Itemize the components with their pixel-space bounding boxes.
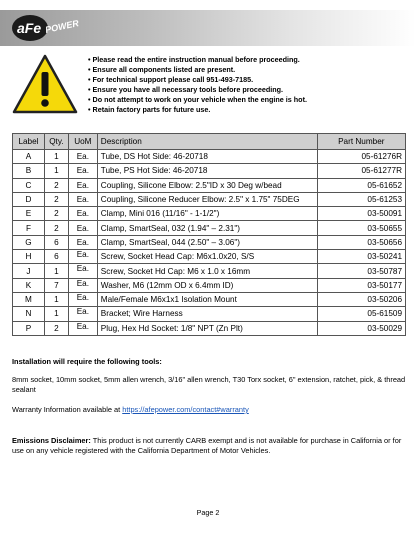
header-description: Description [97, 134, 317, 150]
cell-part-number: 03-50091 [317, 207, 405, 221]
warning-item: • Ensure you have all necessary tools before proceeding. [88, 85, 307, 95]
afe-power-logo [10, 13, 86, 43]
cell-qty: 1 [44, 307, 68, 321]
warning-item: • For technical support please call 951-493-7185. [88, 75, 307, 85]
cell-qty: 2 [44, 207, 68, 221]
cell-description: Coupling, Silicone Reducer Elbow: 2.5" x 1.75" 75DEG [97, 192, 317, 206]
cell-label: F [13, 221, 45, 235]
cell-description: Clamp, SmartSeal, 044 (2.50" – 3.06") [97, 235, 317, 249]
page-number: Page 2 [196, 508, 220, 517]
cell-uom: Ea. [68, 221, 97, 235]
cell-description: Male/Female M6x1x1 Isolation Mount [97, 292, 317, 306]
cell-label: P [13, 321, 45, 335]
cell-description: Coupling, Silicone Elbow: 2.5"ID x 30 Deg w/bead [97, 178, 317, 192]
cell-part-number: 03-50787 [317, 264, 405, 278]
cell-qty: 1 [44, 150, 68, 164]
cell-qty: 1 [44, 164, 68, 178]
cell-uom: Ea. [68, 250, 97, 264]
warning-icon [12, 54, 78, 114]
cell-description: Clamp, SmartSeal, 032 (1.94" – 2.31") [97, 221, 317, 235]
table-row [13, 235, 406, 249]
cell-qty: 1 [44, 264, 68, 278]
warning-item: • Retain factory parts for future use. [88, 105, 307, 115]
cell-uom: Ea. [68, 178, 97, 192]
parts-table [12, 133, 406, 336]
cell-label: E [13, 207, 45, 221]
cell-part-number: 05-61509 [317, 307, 405, 321]
cell-part-number: 05-61253 [317, 192, 405, 206]
cell-uom: Ea. [68, 292, 97, 306]
table-row [13, 192, 406, 206]
cell-description: Screw, Socket Hd Cap: M6 x 1.0 x 16mm [97, 264, 317, 278]
cell-description: Clamp, Mini 016 (11/16" - 1-1/2") [97, 207, 317, 221]
header-uom: UoM [68, 134, 97, 150]
tools-list: 8mm socket, 10mm socket, 5mm allen wrench, 3/16" allen wrench, T30 Torx socket, 6" extension, ratchet, pick, & thread sealant [12, 375, 406, 394]
table-row [13, 178, 406, 192]
cell-uom: Ea. [68, 192, 97, 206]
table-row [13, 292, 406, 306]
table-row [13, 278, 406, 292]
warranty-line [12, 405, 408, 415]
cell-uom: Ea. [68, 307, 97, 321]
cell-uom: Ea. [68, 207, 97, 221]
cell-label: D [13, 192, 45, 206]
table-row [13, 221, 406, 235]
table-header-row [13, 134, 406, 150]
emissions-label: Emissions Disclaimer: [12, 436, 91, 445]
header-part-number: Part Number [317, 134, 405, 150]
cell-label: A [13, 150, 45, 164]
cell-label: H [13, 250, 45, 264]
cell-part-number: 03-50029 [317, 321, 405, 335]
table-row [13, 307, 406, 321]
cell-label: C [13, 178, 45, 192]
cell-part-number: 03-50206 [317, 292, 405, 306]
table-row [13, 207, 406, 221]
cell-qty: 2 [44, 178, 68, 192]
cell-uom: Ea. [68, 164, 97, 178]
svg-text:aFe: aFe [17, 20, 42, 36]
cell-qty: 6 [44, 235, 68, 249]
cell-qty: 2 [44, 221, 68, 235]
table-row [13, 164, 406, 178]
svg-text:POWER: POWER [44, 18, 80, 35]
header-qty: Qty. [44, 134, 68, 150]
cell-description: Tube, PS Hot Side: 46-20718 [97, 164, 317, 178]
cell-qty: 1 [44, 292, 68, 306]
tools-heading: Installation will require the following tools: [12, 357, 162, 366]
cell-label: K [13, 278, 45, 292]
warning-item: • Please read the entire instruction manual before proceeding. [88, 55, 307, 65]
cell-description: Bracket; Wire Harness [97, 307, 317, 321]
warning-list [88, 55, 307, 116]
table-row [13, 150, 406, 164]
header-label: Label [13, 134, 45, 150]
cell-uom: Ea. [68, 264, 97, 278]
cell-part-number: 03-50241 [317, 250, 405, 264]
cell-label: G [13, 235, 45, 249]
warranty-link[interactable]: https://afepower.com/contact#warranty [122, 405, 249, 414]
cell-uom: Ea. [68, 278, 97, 292]
cell-part-number: 03-50656 [317, 235, 405, 249]
cell-label: B [13, 164, 45, 178]
emissions-text: This product is not currently CARB exempt and is not available for purchase in California or for use on any vehicle registered with the California Department of Motor Vehicles. [12, 436, 402, 455]
cell-qty: 2 [44, 321, 68, 335]
emissions-disclaimer [12, 436, 408, 456]
warning-item: • Ensure all components listed are present. [88, 65, 307, 75]
cell-part-number: 05-61277R [317, 164, 405, 178]
warning-item: • Do not attempt to work on your vehicle when the engine is hot. [88, 95, 307, 105]
cell-part-number: 03-50177 [317, 278, 405, 292]
cell-part-number: 03-50655 [317, 221, 405, 235]
warranty-prefix: Warranty Information available at [12, 405, 123, 414]
cell-description: Washer, M6 (12mm OD x 6.4mm ID) [97, 278, 317, 292]
table-row [13, 250, 406, 264]
cell-part-number: 05-61652 [317, 178, 405, 192]
cell-description: Tube, DS Hot Side: 46-20718 [97, 150, 317, 164]
cell-description: Plug, Hex Hd Socket: 1/8" NPT (Zn Plt) [97, 321, 317, 335]
cell-qty: 2 [44, 192, 68, 206]
cell-uom: Ea. [68, 321, 97, 335]
cell-label: N [13, 307, 45, 321]
cell-qty: 7 [44, 278, 68, 292]
cell-description: Screw, Socket Head Cap: M6x1.0x20, S/S [97, 250, 317, 264]
cell-label: J [13, 264, 45, 278]
table-row [13, 264, 406, 278]
cell-part-number: 05-61276R [317, 150, 405, 164]
cell-uom: Ea. [68, 150, 97, 164]
cell-qty: 6 [44, 250, 68, 264]
cell-uom: Ea. [68, 235, 97, 249]
table-row [13, 321, 406, 335]
cell-label: M [13, 292, 45, 306]
